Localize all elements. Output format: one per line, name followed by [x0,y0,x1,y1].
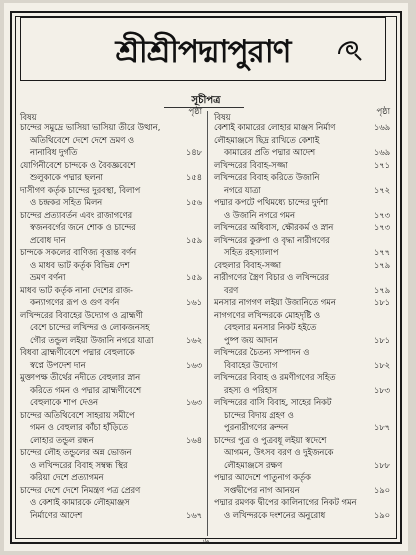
toc-right-column [214,107,390,521]
toc-entry-line: নির্মাণের আদেশ [30,509,83,520]
toc-entry [214,346,390,371]
toc-entry-page: ১৮৮ [373,459,390,470]
toc-entry-page: ১৭৭ [373,247,390,257]
toc-entry-line: নারীগণের স্ত্রৈণ বিচার ও লখিন্দরের [214,272,329,282]
toc-entry-line: অতিথিবেশে দেশে দেশে ভ্রমণ ও [30,134,135,145]
toc-left-column [20,107,202,521]
toc-entry-line: লখিন্দরের বাসি বিবাহ, সাহের নিকট [214,397,332,407]
toc-entry-line: স্বজনবর্গের জনে শোক ও চান্দের [30,222,136,232]
toc-entry-line: স্বপ্নে উপদেশ দান [30,359,86,370]
toc-heading: সূচীপত্র [191,95,221,106]
toc-entry [214,159,390,172]
toc-entry [214,396,390,434]
toc-entry-line: লখিন্দরের বিবাহ-সজ্জা [214,159,288,170]
toc-entry-line: ও চন্দ্রকর সহিত মিলন [30,197,103,207]
toc-entry-page: ১৭৩ [373,209,390,220]
toc-entry [214,234,390,259]
toc-entry-page: ১৬৩ [185,397,202,407]
toc-entry-page: ১৮৭ [373,422,390,432]
book-page [4,3,408,551]
toc-entry-line: মুক্তাপক্ষ তীর্থের নদীতে বেহুলার স্নান [20,372,141,382]
toc-entry-line: পুরনারীগণের ক্রন্দন [224,422,289,432]
toc-entry [20,484,202,522]
title-banner [20,17,386,81]
toc-entry [20,346,202,371]
toc-entry-line: বেশে চান্দের লখিন্দর ও লোকজনসহ [30,322,150,332]
toc-entry-page: ১৮৩ [373,384,390,395]
left-entry-list [20,121,202,521]
toc-entry-line: সপ্তদ্বীপের নাগ আনয়ন [224,484,300,495]
toc-entry [20,209,202,247]
toc-entry-line: প্রবোধ দান [30,234,66,245]
toc-entry-line: লখিন্দরের বিবাহের উদ্যোগ ও ব্রাহ্মণী [20,309,143,320]
toc-entry-page: ১৫৯ [185,234,202,245]
toc-entry [20,184,202,209]
toc-entry [214,434,390,472]
toc-entry-line: চান্দের বিদায় গ্রহণ ও [224,409,294,420]
toc-entry-line: রহস্য ও পরিহাস [224,384,278,395]
toc-entry-line: চান্দের পুত্র ও পুত্রবধূ লইয়া স্বদেশে [214,434,327,445]
toc-entry-page: ১৭২ [373,184,390,195]
toc-entry [20,446,202,484]
toc-entry-page: ১৬৪ [185,434,202,445]
toc-entry-line: যোগিনীবেশে চান্দকে ও বৈবজ্ঞবেশে [20,159,136,170]
toc-entry-page: ১৭৯ [373,259,390,270]
toc-entry-page: ১৬৯ [373,122,390,132]
toc-entry [20,309,202,347]
toc-entry [214,471,390,496]
toc-entry [214,221,390,234]
toc-entry-line: চান্দের লৌহ তন্ডুলের অন্ন ভোজন [20,447,132,457]
toc-entry-line: নাগগণের লখিন্দরকে মোহদৃষ্টি ও [214,309,320,320]
toc-entry-line: বেহুলার মনসার নিকট হইতে [224,322,317,332]
toc-entry-line: বিধবা ব্রাহ্মণীবেশে পদ্মার বেহুলাকে [20,347,135,357]
toc-entry-line: চান্দকে সকলের বাণিজ্য বৃত্তান্ত বর্ণন [20,247,137,257]
toc-entry-line: ভ্রমণ বর্ণনা [30,272,66,282]
toc-entry [214,296,390,309]
toc-entry-page: ১৫৯ [185,272,202,282]
toc-entry-line: ও লখিন্দরের বিবাহ সম্বন্ধ স্থির [30,459,128,470]
toc-entry-line: লখিন্দরের চৈতন্য সম্পাদন ও [214,347,310,357]
toc-entry-page: ১৯০ [373,484,390,495]
toc-entry-page: ১৮১ [373,297,390,307]
toc-entry-line: কামারের প্রতি পদ্মার আদেশ [224,147,316,157]
toc-entry-line: ও কেশাই কামারকে লৌহমাঞ্জস [30,497,130,507]
toc-entry-line: লখিন্দরের বিবাহ ও রমণীগণের সহিত [214,372,336,382]
toc-entry-page: ১৮২ [373,359,390,370]
toc-entry-line: বরণ [224,284,239,295]
toc-entry-line: বেহুলাকে শাপ দেওন [30,397,99,407]
toc-entry [214,121,390,134]
toc-entry-line: নানাবিধ দুর্গতি [30,147,78,157]
toc-entry [214,196,390,221]
toc-entry-page: ১৭৯ [373,284,390,295]
toc-entry-page: ১৫৬ [185,197,202,207]
toc-entry-line: আগমন, উৎসব বরণ ও দুইজনকে [224,447,334,457]
toc-entry-line: বিবাহের উদ্যোগ [224,359,278,370]
toc-entry-line: লোহার তন্ডুল রন্ধন [30,434,94,445]
toc-entry [214,496,390,521]
toc-entry-line: ও লখিন্দরকে দংশনের অনুরোধ [224,509,326,520]
right-entry-list [214,121,390,521]
left-column-header [20,107,202,121]
toc-entry-line: গৌর তন্ডুল লইয়া উজানি নগরে যাত্রা [30,334,154,345]
toc-entry-page: ১৬১ [185,297,202,307]
toc-entry-page: ১৫৪ [185,172,202,182]
toc-entry-line: লখিন্দরের কুরুপা ও বৃদ্ধা নারীগণের [214,234,330,245]
toc-entry-line: চান্দের সমুদ্রে ভাসিয়া ভাসিয়া তীরে উত্থান, [20,122,161,132]
peacock-ornament-icon [335,34,363,62]
toc-entry-page: ১৬৩ [185,359,202,370]
toc-entry-line: করিয়া দেশে প্রত্যাগমন [30,472,104,482]
toc-entry-line: দাসীগণ কর্তৃক চান্দের দুরবস্থা, বিলাপ [20,184,141,195]
toc-entry [214,134,390,159]
toc-entry-page: ১৭৩ [373,222,390,232]
toc-entry-line: বেহুলার বিবাহ-সজ্জা [214,259,282,270]
toc-entry [214,271,390,296]
right-column-header [214,107,390,121]
toc-entry [20,159,202,184]
toc-entry [214,309,390,347]
toc-entry-line: করিতে গমন ও পদ্মার ব্রাহ্মণীবেশে [30,384,141,395]
toc-entry-page: ১৭১ [373,159,390,170]
toc-entry-line: লখিন্দরের অধিবাস, ক্ষৌরকর্ম ও স্নান [214,222,334,232]
toc-entry-line: পদ্মার আদেশে পাতুনাগ কর্তৃক [214,472,311,482]
toc-entry-page: ১৬৯ [373,147,390,157]
toc-entry-line: কন্যাগণের রূপ ও গুণ বর্ণন [30,297,120,307]
toc-entry-line: লৌহমাঞ্জসে ছিদ্র রাখিতে কেশাই [214,134,320,145]
toc-entry-line: ও উজানি নগরে গমন [224,209,295,220]
page-number: ৬ [203,537,209,547]
toc-entry-line: নগরে যাত্রা [224,184,261,195]
toc-entry-page: ১৬৭ [185,509,202,520]
toc-entry [20,371,202,409]
toc-entry-line: পদ্মার রমণক দ্বীপের কালিনাগের নিকট গমন [214,497,357,507]
toc-entry-line: মাধব ভাট কর্তৃক নানা দেশের রাজ- [20,284,134,295]
toc-entry-line: চান্দের দেশে দেশে নিমন্ত্রণ পত্র প্রেরণ [20,484,141,495]
toc-entry-line: পুষ্প জয় আদান [224,334,278,345]
toc-entry-line: চান্দের অতিথিবেশে সাহরায় সমীপে [20,409,135,420]
toc-entry-line: মনসার নাগগণ লইয়া উজানিতে গমন [214,297,336,307]
toc-entry [214,259,390,272]
toc-entry-line: কেশাই কামারের লোহার মাঞ্জস নির্মাণ [214,122,336,132]
toc-entry-page: ১৮১ [373,334,390,345]
toc-entry [214,171,390,196]
toc-entry [20,121,202,159]
toc-entry [20,409,202,447]
subject-header: বিষয় [20,112,37,122]
toc-entry-line: চান্দের প্রত্যাবর্তন এবং রাজাগণের [20,209,133,220]
toc-entry-line: সহিত রহস্যালাপ [224,247,279,257]
page-header: পৃষ্ঠা [188,106,202,116]
toc-entry-line: ও মাধব ভাট কর্তৃক বিভিন্ন দেশ [30,259,130,270]
column-divider [207,111,208,536]
toc-entry-page: ১৪৮ [185,147,202,157]
page-header: পৃষ্ঠা [376,106,390,116]
toc-entry-page: ১৬২ [185,334,202,345]
book-title: শ্রীশ্রীপদ্মাপুরাণ [115,34,291,70]
toc-entry [20,284,202,309]
toc-entry-line: লখিন্দরের বিবাহ করিতে উজানি [214,172,320,182]
toc-entry [20,246,202,284]
subject-header: বিষয় [214,112,231,122]
toc-entry [214,371,390,396]
toc-entry-line: পদ্মার কপটে পথিমধ্যে চান্দের দুর্দশা [214,197,329,207]
toc-entry-line: শুলুকাকে পদ্মার ছলনা [30,172,103,182]
toc-entry-page: ১৯০ [373,509,390,520]
toc-entry-line: লৌহমাঞ্জসে রক্ষণ [224,459,283,470]
toc-entry-line: গমন ও বেহুলার কাঁচা হাঁড়িতে [30,422,128,432]
